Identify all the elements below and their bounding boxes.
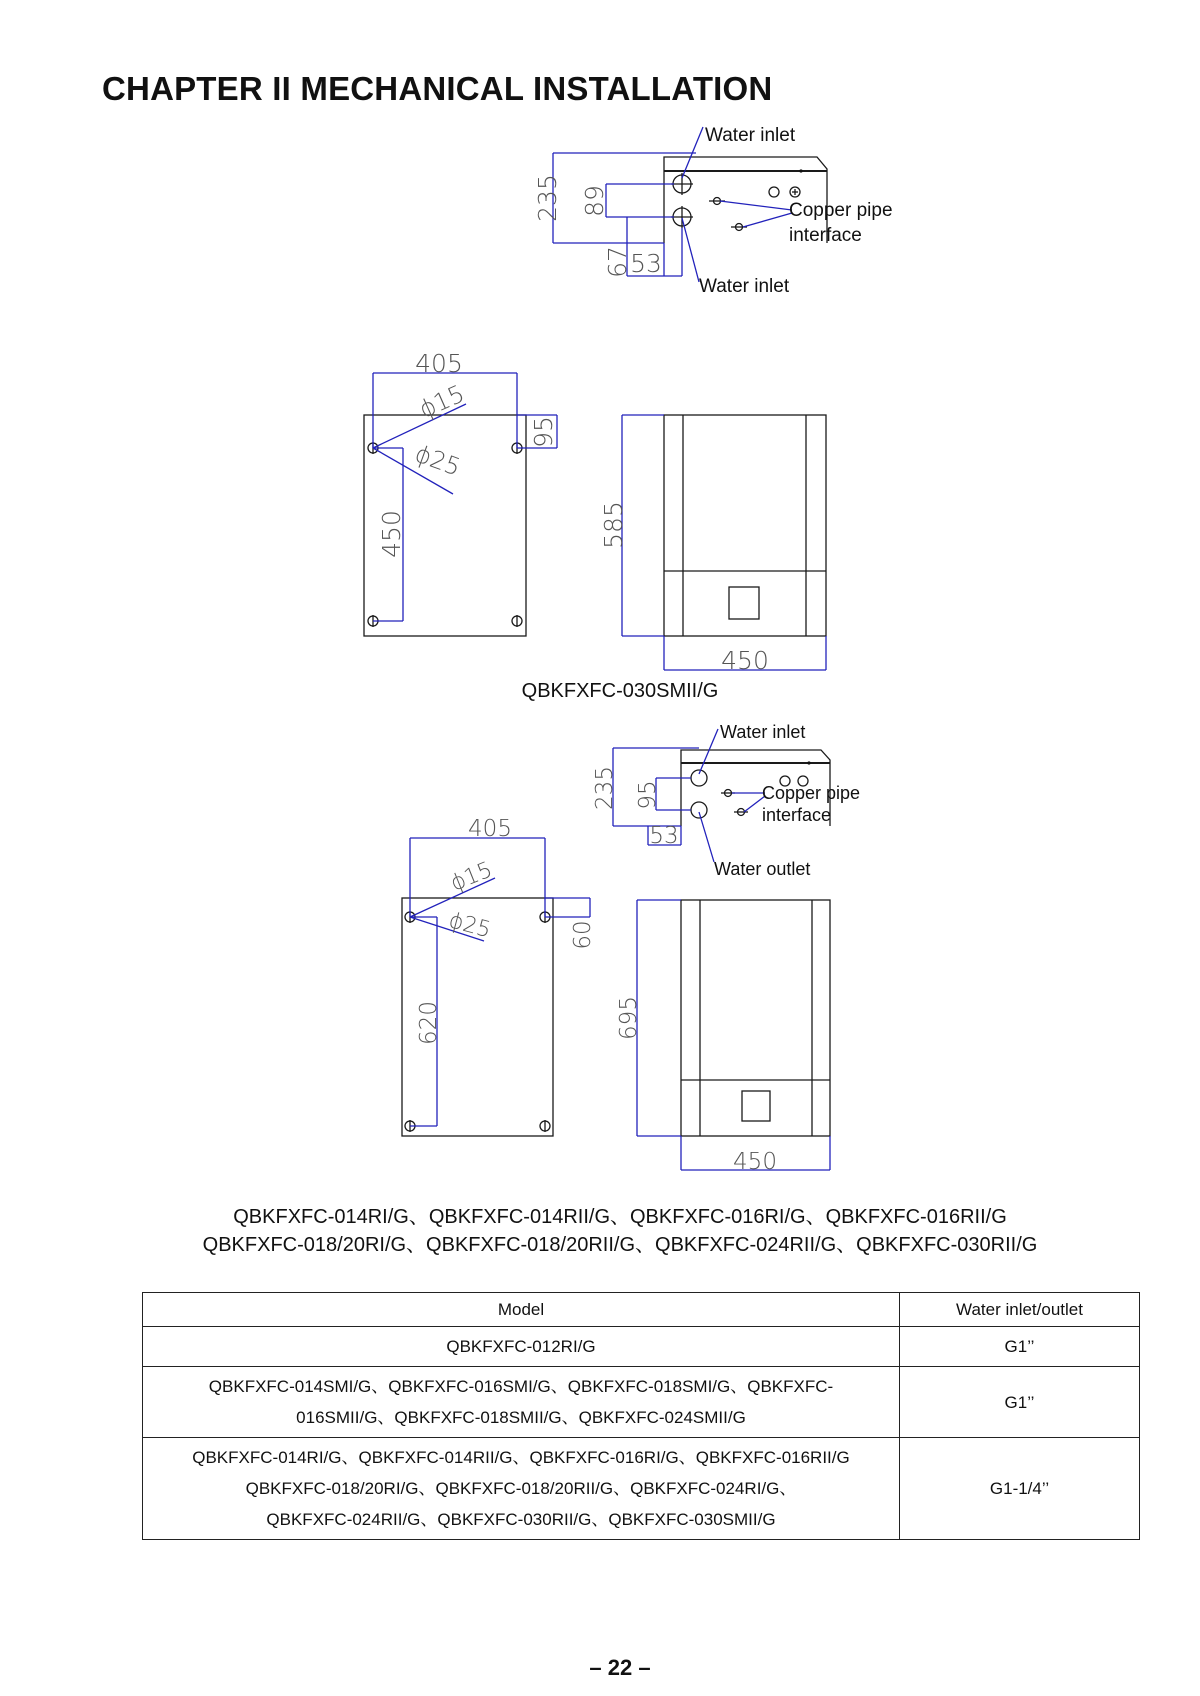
figure2-caption-line2: QBKFXFC-018/20RI/G、QBKFXFC-018/20RII/G、QBKFXFC-024RII/G、QBKFXFC-030RII/G (202, 1234, 1038, 1256)
copper-pipe-fitting-icon (734, 809, 748, 816)
dim-67: 67 (603, 246, 632, 278)
display-panel-icon (742, 1091, 770, 1121)
model-list-line: QBKFXFC-014RI/G、QBKFXFC-014RII/G、QBKFXFC-016RI/G、QBKFXFC-016RII/G (192, 1448, 850, 1467)
table-header-model: Model (143, 1293, 900, 1327)
dim-585: 585 (599, 501, 628, 549)
water-outlet-fitting-icon (691, 802, 707, 818)
model-list-line: QBKFXFC-024RII/G、QBKFXFC-030RII/G、QBKFXFC-030SMII/G (266, 1510, 776, 1529)
model-list-line: QBKFXFC-018/20RI/G、QBKFXFC-018/20RII/G、QBKFXFC-024RI/G、 (245, 1479, 797, 1498)
figure1-top-view (533, 125, 893, 297)
table-cell-water: G1’’ (900, 1327, 1140, 1367)
table-cell-models (143, 1438, 900, 1540)
dim-235: 235 (533, 174, 562, 222)
copper-pipe-callout-line2: interface (762, 805, 832, 825)
table-row (143, 1367, 1140, 1438)
copper-pipe-callout-line2: interface (789, 225, 862, 246)
figure2-front-view (616, 900, 830, 1175)
table-row (143, 1438, 1140, 1540)
water-inlet-callout-bottom: Water inlet (699, 276, 790, 297)
table-header-row (143, 1293, 1140, 1327)
dim-450-horizontal: 450 (721, 646, 769, 675)
table-header-water: Water inlet/outlet (900, 1293, 1140, 1327)
table-cell-models (143, 1367, 900, 1438)
dim-phi15: ϕ15 (414, 379, 469, 424)
dim-95: 95 (529, 416, 558, 448)
figure2-mounting-plate (402, 816, 596, 1136)
chapter-title: CHAPTER II MECHANICAL INSTALLATION (102, 70, 773, 107)
water-connection-table (142, 1292, 1140, 1540)
water-inlet-callout: Water inlet (720, 722, 806, 742)
table-cell-water: G1’’ (900, 1367, 1140, 1438)
model-list-line: QBKFXFC-014SMI/G、QBKFXFC-016SMI/G、QBKFXFC-018SMI/G、QBKFXFC- (208, 1377, 834, 1396)
dim-405: 405 (415, 349, 463, 378)
water-inlet-fitting-icon (671, 206, 693, 228)
dim-60: 60 (570, 920, 596, 950)
dim-phi25: ϕ25 (411, 439, 465, 482)
figure1-front-view (599, 415, 826, 675)
figure1-mounting-plate (364, 349, 558, 636)
figure2-caption (0, 1203, 1200, 1259)
water-inlet-callout-top: Water inlet (705, 125, 796, 146)
copper-pipe-callout-line1: Copper pipe (762, 783, 861, 803)
mounting-hole-icon (540, 1120, 550, 1132)
dim-235: 235 (592, 766, 618, 810)
dim-phi25: ϕ25 (445, 908, 494, 944)
copper-pipe-callout-line1: Copper pipe (789, 200, 893, 221)
table-row (143, 1327, 1140, 1367)
mounting-hole-icon (512, 615, 522, 627)
figure2-top-view (592, 722, 860, 879)
table-cell-water: G1-1/4’’ (900, 1438, 1140, 1540)
display-panel-icon (729, 587, 759, 619)
dim-89: 89 (580, 185, 609, 217)
dim-450-vertical: 450 (377, 510, 406, 558)
figure1-caption: QBKFXFC-030SMII/G (521, 680, 719, 702)
dim-695: 695 (616, 996, 642, 1040)
dim-95: 95 (635, 780, 661, 810)
dim-620: 620 (416, 1001, 442, 1045)
page-number: – 22 – (589, 1655, 651, 1680)
figure2-caption-line1: QBKFXFC-014RI/G、QBKFXFC-014RII/G、QBKFXFC-016RI/G、QBKFXFC-016RII/G (233, 1206, 1007, 1228)
dim-405: 405 (468, 816, 512, 842)
dim-53: 53 (649, 823, 679, 849)
dim-450-horizontal: 450 (733, 1149, 777, 1175)
water-outlet-callout: Water outlet (714, 859, 811, 879)
dim-53: 53 (630, 249, 662, 278)
model-list-line: QBKFXFC-012RI/G (446, 1337, 596, 1356)
dim-phi15: ϕ15 (447, 857, 496, 897)
table-cell-models (143, 1327, 900, 1367)
model-list-line: 016SMII/G、QBKFXFC-018SMII/G、QBKFXFC-024SMII/G (296, 1408, 746, 1427)
